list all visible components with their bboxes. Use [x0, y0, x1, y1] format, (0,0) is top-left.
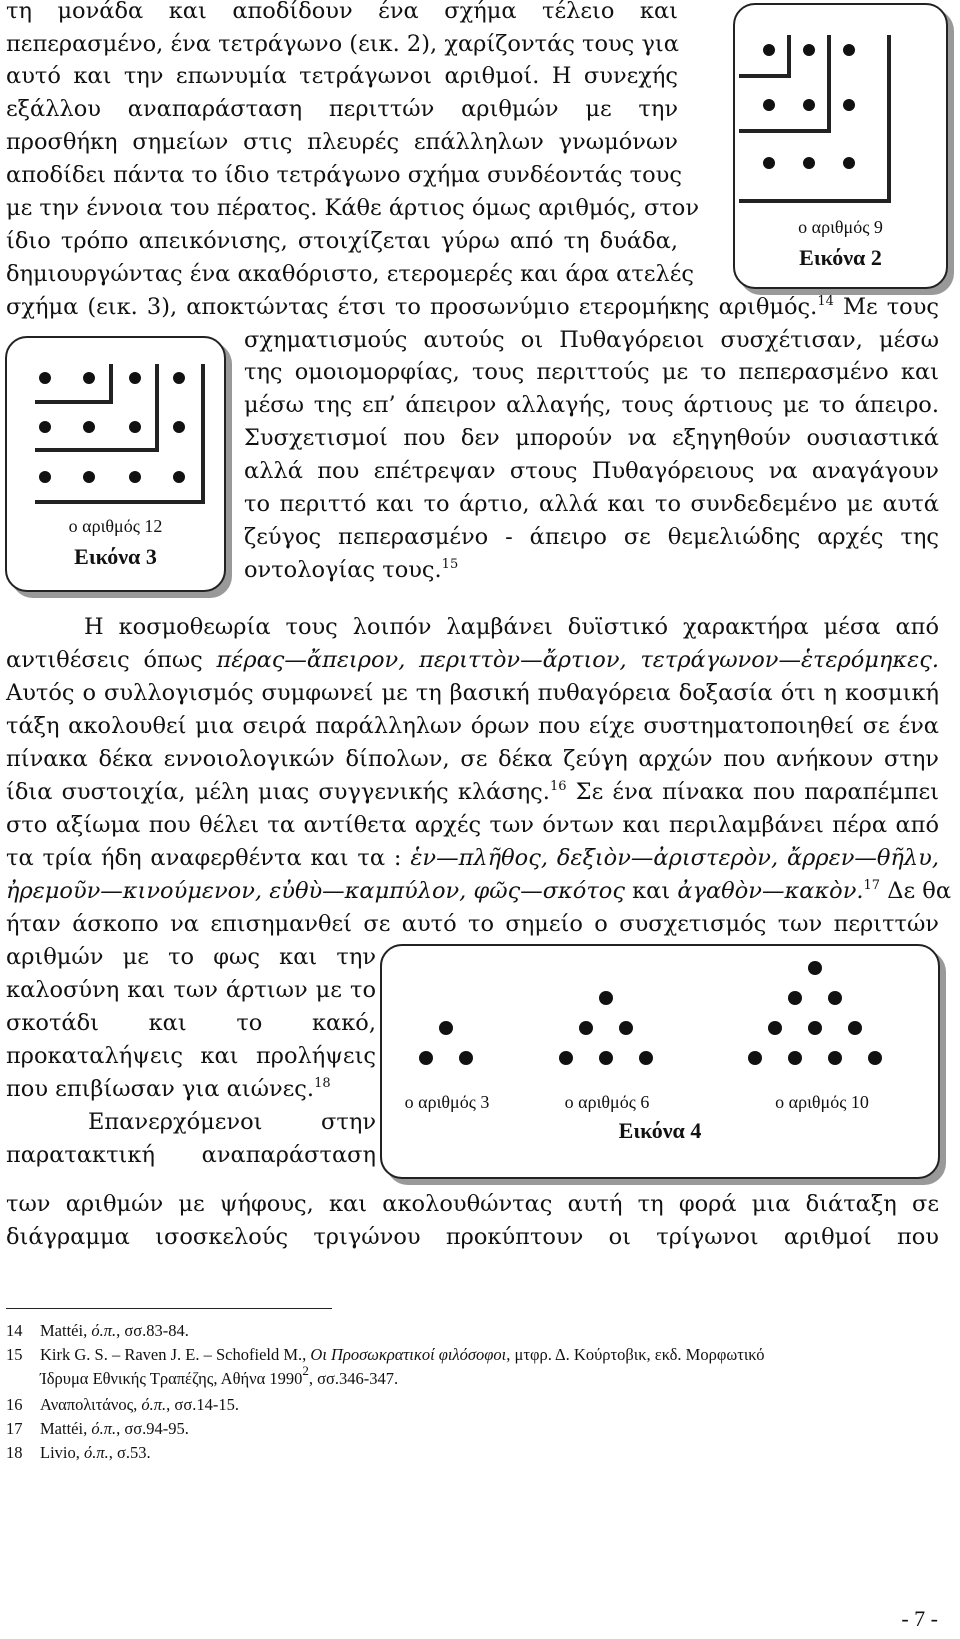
footnote-ref[interactable]: 17 [863, 878, 881, 893]
figure-caption: ο αριθμός 9 [798, 217, 883, 237]
oblong-dots-diagram [7, 338, 224, 518]
body-line: προσθήκη σημείων στις πλευρές επάλληλων γνωμόνων [6, 129, 678, 155]
body-line: σκοτάδι και το κακό, [6, 1010, 376, 1036]
figure-caption: ο αριθμός 3 [404, 1092, 490, 1112]
figure-caption: ο αριθμός 12 [68, 516, 163, 536]
body-line: σχηματισμούς αυτούς οι Πυθαγόρειοι συσχέτισαν, μέσω [244, 327, 939, 353]
body-line: αλλά που επέτρεψαν στους Πυθαγόρειους να αναγάγουν [244, 458, 939, 484]
body-line: σχήμα (εικ. 3), αποκτώντας έτσι το προσωνύμιο ετερομήκης αριθμός.$^{14}$ Με τους [6, 294, 939, 320]
body-line: παρατακτική αναπαράσταση [6, 1142, 376, 1168]
body-line: τα τρία ήδη αναφερθέντα και τα : ἑν—πλῆθος, δεξιὸν—ἀριστερὸν, ἄρρεν—θῆλυ, [6, 845, 939, 871]
body-line: της ομοιομορφίας, τους περιττούς με το πεπερασμένο και [244, 359, 939, 385]
body-line: των αριθμών με ψήφους, και ακολουθώντας αυτή τη φορά μια διάταξη σε [6, 1191, 939, 1217]
body-line: διάγραμμα ισοσκελούς τριγώνου προκύπτουν οι τρίγωνοι αριθμοί που [6, 1224, 939, 1250]
body-line: αυτό και την επωνυμία τετράγωνοι αριθμοί. Η συνεχής [6, 63, 678, 89]
footnote: 16 Αναπολιτάνος, ό.π., σσ.14-15. [6, 1395, 239, 1414]
body-line: εξάλλου αναπαράσταση περιττών αριθμών με την [6, 96, 678, 122]
footnote-continuation: Ίδρυμα Εθνικής Τραπέζης, Αθήνα 1990$^2$, σσ.346-347. [40, 1363, 399, 1388]
body-line: το περιττό και το άρτιο, αλλά και το συνδεδεμένο με αυτά [244, 491, 939, 517]
body-line: στο αξίωμα που θέλει τα αντίθετα αρχές των όντων και περιλαμβάνει πέρα από [6, 812, 939, 838]
footnote-ref[interactable]: 15 [441, 557, 459, 572]
body-line: οντολογίας τους.$^{15}$ [244, 557, 459, 583]
figure-caption: ο αριθμός 10 [775, 1092, 869, 1112]
body-line: ίδιο τρόπο απεικόνισης, στοιχίζεται γύρω από τη δυάδα, [6, 228, 678, 254]
body-line: αριθμών με το φως και την [6, 944, 376, 970]
footnote-ref[interactable]: 16 [549, 779, 567, 794]
body-line: με την έννοια του πέρατος. Κάθε άρτιος όμως αριθμός, στον [6, 195, 700, 221]
body-line: πίνακα δέκα εννοιολογικών δίπολων, σε δέκα ζεύγη αρχών που ανήκουν στην [6, 746, 939, 772]
figure-2 [733, 3, 948, 289]
footnote-separator [6, 1308, 332, 1309]
body-line: καλοσύνη και των άρτιων με το [6, 977, 376, 1003]
body-line: Αυτός ο συλλογισμός συμφωνεί με τη βασική πυθαγόρεια δοξασία ότι η κοσμική [6, 680, 939, 706]
body-line: Η κοσμοθεωρία τους λοιπόν λαμβάνει δυϊστικό χαρακτήρα μέσα από [84, 614, 939, 640]
body-line: τη μονάδα και αποδίδουν ένα σχήμα τέλειο και [6, 0, 678, 24]
body-line: Επανερχόμενοι στην [88, 1109, 376, 1135]
body-line: που επιβίωσαν για αιώνες.$^{18}$ [6, 1076, 331, 1102]
figure-title: Εικόνα 4 [618, 1118, 702, 1143]
body-line: ήταν άσκοπο να επισημανθεί σε αυτό το σημείο ο συσχετισμός των περιττών [6, 911, 939, 937]
figure-title: Εικόνα 3 [74, 544, 157, 569]
footnote: 17 Mattéi, ό.π., σσ.94-95. [6, 1419, 189, 1438]
body-line: ἠρεμοῦν—κινούμενον, εὐθὺ—καμπύλον, φῶς—σκότος και ἀγαθὸν—κακὸν.$^{17}$ Δε θα [6, 878, 952, 904]
body-line: αντιθέσεις όπως πέρας—ἄπειρον, περιττὸν—ἄρτιον, τετράγωνον—ἑτερόμηκες. [6, 647, 939, 673]
footnote-ref[interactable]: 18 [314, 1076, 331, 1091]
figure-title: Εικόνα 2 [799, 245, 882, 270]
footnote: 18 Livio, ό.π., σ.53. [6, 1443, 151, 1462]
body-line: προκαταλήψεις και προλήψεις [6, 1043, 376, 1069]
figure-4 [380, 944, 940, 1179]
body-line: τάξη ακολουθεί μια σειρά παράλληλων όρων που είχε συστηματοποιηθεί σε ένα [6, 713, 939, 739]
body-line: πεπερασμένο, ένα τετράγωνο (εικ. 2), χαρίζοντάς τους για [6, 31, 679, 57]
footnote-ref[interactable]: 14 [817, 294, 834, 309]
triangular-dots-diagram [382, 946, 938, 1096]
body-line: αποδίδει πάντα το ίδιο τετράγωνο σχήμα συνδέοντάς τους [6, 162, 682, 188]
square-dots-diagram [735, 5, 946, 215]
footnote: 15 Kirk G. S. – Raven J. E. – Schofield M., Οι Προσωκρατικοί φιλόσοφοι, μτφρ. Δ. Κούρτοβικ, εκδ. Μορφωτικό [6, 1345, 765, 1364]
body-line: ζεύγος πεπερασμένο - άπειρο σε θεμελιώδης αρχές της [244, 524, 939, 550]
footnote: 14 Mattéi, ό.π., σσ.83-84. [6, 1321, 189, 1340]
figure-3 [5, 336, 226, 592]
body-line: Συσχετισμοί που δεν μπορούν να εξηγηθούν ουσιαστικά [244, 425, 939, 451]
body-line: μέσω της επ’ άπειρον αλλαγής, τους άρτιους με το άπειρο. [244, 392, 939, 418]
body-line: ίδια συστοιχία, μέλη μιας συγγενικής κλάσης.$^{16}$ Σε ένα πίνακα που παραπέμπει [6, 779, 939, 805]
figure-caption: ο αριθμός 6 [564, 1092, 650, 1112]
body-line: δημιουργώντας ένα ακαθόριστο, ετερομερές και άρα ατελές [6, 261, 694, 287]
page-number: - 7 - [901, 1606, 938, 1631]
